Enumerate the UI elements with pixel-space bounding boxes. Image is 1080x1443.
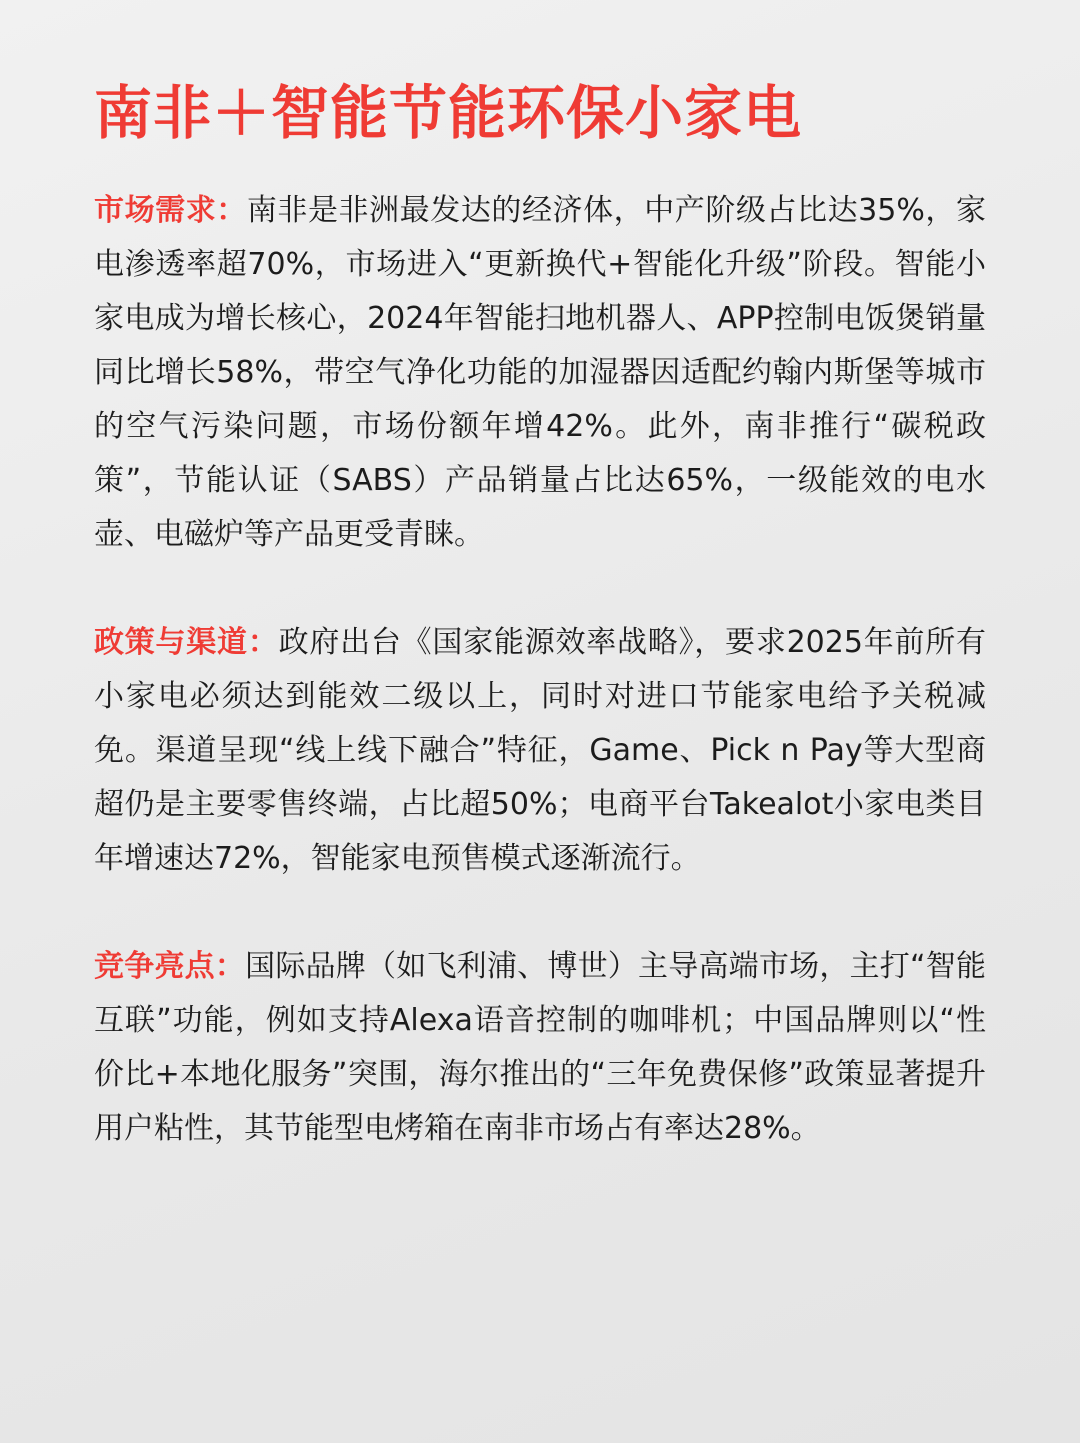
section-label-market-demand: 市场需求： bbox=[94, 193, 247, 228]
section-text-policy-channels: 政府出台《国家能源效率战略》，要求2025年前所有小家电必须达到能效二级以上，同时对进口节能家电给予关税减免。渠道呈现“线上线下融合”特征，Game、Pick n Pay等大型商超仍是主要零售终端，占比超50%；电商平台Takealot小家电类目年增速达72%，智能家电预售模式逐渐流行。 bbox=[94, 625, 986, 876]
section-label-competition: 竞争亮点： bbox=[94, 949, 246, 984]
section-text-competition: 国际品牌（如飞利浦、博世）主导高端市场，主打“智能互联”功能，例如支持Alexa语音控制的咖啡机；中国品牌则以“性价比+本地化服务”突围，海尔推出的“三年免费保修”政策显著提升用户粘性，其节能型电烤箱在南非市场占有率达28%。 bbox=[94, 949, 987, 1146]
page-title: 南非＋智能节能环保小家电 bbox=[94, 79, 803, 147]
section-label-policy-channels: 政策与渠道： bbox=[94, 625, 279, 660]
section-market-demand bbox=[94, 184, 986, 562]
section-competition bbox=[94, 940, 986, 1156]
section-policy-channels bbox=[94, 616, 986, 886]
section-text-market-demand: 南非是非洲最发达的经济体，中产阶级占比达35%，家电渗透率超70%，市场进入“更新换代+智能化升级”阶段。智能小家电成为增长核心，2024年智能扫地机器人、APP控制电饭煲销量同比增长58%，带空气净化功能的加湿器因适配约翰内斯堡等城市的空气污染问题，市场份额年增42%。此外，南非推行“碳税政策”，节能认证（SABS）产品销量占比达65%，一级能效的电水壶、电磁炉等产品更受青睐。 bbox=[94, 193, 986, 552]
